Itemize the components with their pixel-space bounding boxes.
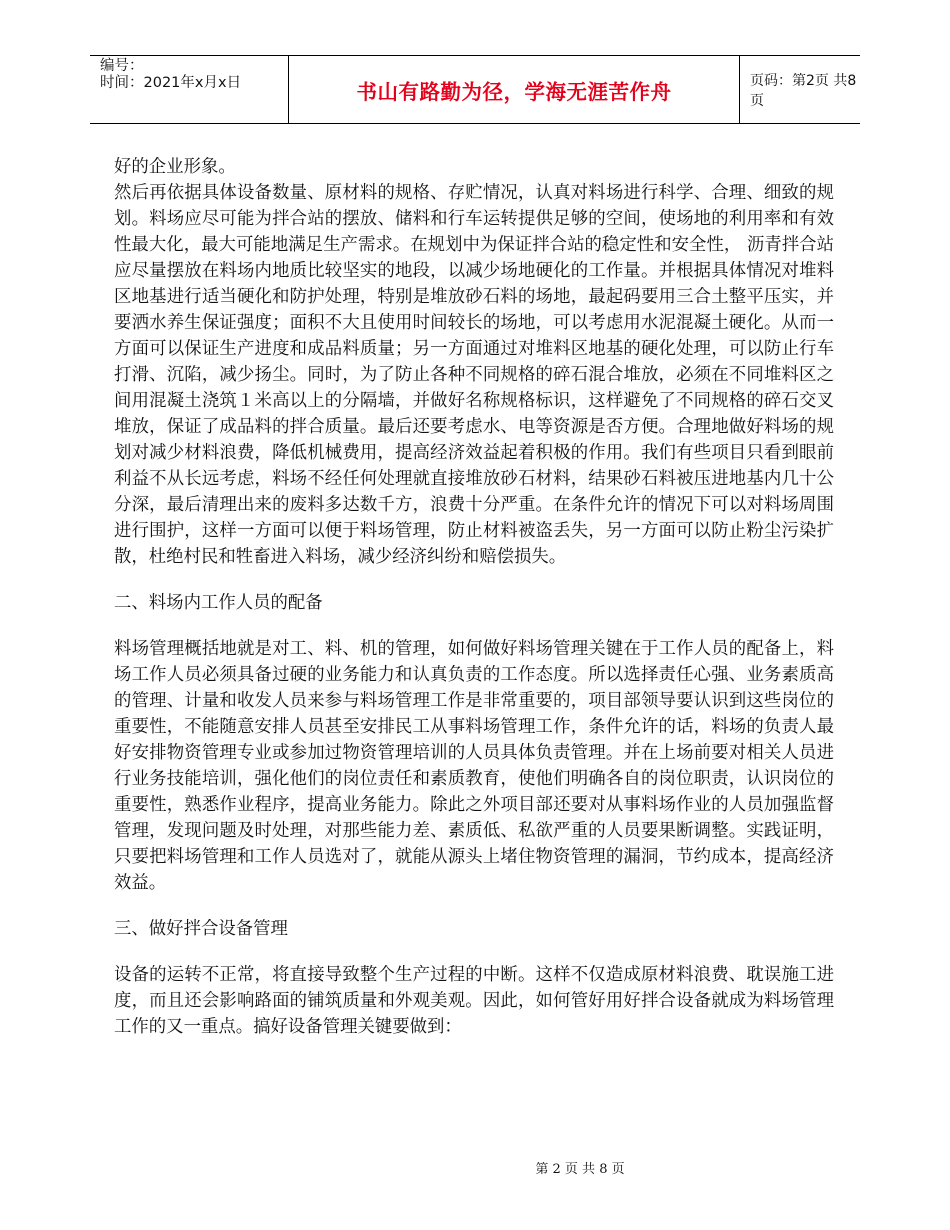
paragraph-equipment: 设备的运转不正常，将直接导致整个生产过程的中断。这样不仅造成原材料浪费、耽误施工进度，而且还会影响路面的铺筑质量和外观美观。因此，如何管好用好拌合设备就成为料场管理工作的又一重点。搞好设备管理关键要做到： (114, 965, 834, 1037)
header-page-cell (740, 56, 860, 123)
page-header (90, 55, 860, 124)
document-body (114, 154, 834, 1040)
footer-page-number: 第 2 页 共 8 页 (535, 1162, 625, 1177)
header-meta (90, 56, 288, 123)
section-heading-staffing: 二、料场内工作人员的配备 (114, 593, 323, 613)
document-number-label: 编号： (100, 58, 144, 74)
header-motto-cell (288, 56, 740, 123)
page-footer (0, 1158, 950, 1177)
paragraph-staffing: 料场管理概括地就是对工、料、机的管理，如何做好料场管理关键在于工作人员的配备上，料场工作人员必须具备过硬的业务能力和认真负责的工作态度。所以选择责任心强、业务素质高的管理、计量和收发人员来参与料场管理工作是非常重要的，项目部领导要认识到这些岗位的重要性，不能随意安排人员甚至安排民工从事料场管理工作，条件允许的话，料场的负责人最好安排物资管理专业或参加过物资管理培训的人员具体负责管理。并在上场前要对相关人员进行业务技能培训，强化他们的岗位责任和素质教育，使他们明确各自的岗位职责，认识岗位的重要性，熟悉作业程序，提高业务能力。除此之外项目部还要对从事料场作业的人员加强监督管理，发现问题及时处理，对那些能力差、素质低、私欲严重的人员要果断调整。实践证明，只要把料场管理和工作人员选对了，就能从源头上堵住物资管理的漏洞，节约成本，提高经济效益。 (114, 639, 834, 893)
document-time-label: 时间：2021年x月x日 (100, 75, 242, 91)
header-motto: 书山有路勤为径，学海无涯苦作舟 (356, 79, 672, 104)
header-page-number: 页码：第2页 共8页 (750, 72, 857, 109)
paragraph-site-planning: 然后再依据具体设备数量、原材料的规格、存贮情况，认真对料场进行科学、合理、细致的规划。料场应尽可能为拌合站的摆放、储料和行车运转提供足够的空间，使场地的利用率和有效性最大化，最大可能地满足生产需求。在规划中为保证拌合站的稳定性和安全性， 沥青拌合站应尽量摆放在料场内地质比较坚实的地段，以减少场地硬化的工作量。并根据具体情况对堆料区地基进行适当硬化和防护处理，特别是堆放砂石料的场地，最起码要用三合土整平压实，并要洒水养生保证强度；面积不大且使用时间较长的场地，可以考虑用水泥混凝土硬化。从而一方面可以保证生产进度和成品料质量；另一方面通过对堆料区地基的硬化处理，可以防止行车打滑、沉陷，减少扬尘。同时，为了防止各种不同规格的碎石混合堆放，必须在不同堆料区之间用混凝土浇筑１米高以上的分隔墙，并做好名称规格标识，这样避免了不同规格的碎石交叉堆放，保证了成品料的拌合质量。最后还要考虑水、电等资源是否方便。合理地做好料场的规划对减少材料浪费，降低机械费用，提高经济效益起着积极的作用。我们有些项目只看到眼前利益不从长远考虑，料场不经任何处理就直接堆放砂石材料，结果砂石料被压进地基内几十公分深，最后清理出来的废料多达数千方，浪费十分严重。在条件允许的情况下可以对料场周围进行围护，这样一方面可以便于料场管理，防止材料被盗丢失，另一方面可以防止粉尘污染扩散，杜绝村民和牲畜进入料场，减少经济纠纷和赔偿损失。 (114, 183, 834, 567)
paragraph-continuation: 好的企业形象。 (114, 157, 236, 177)
section-heading-equipment: 三、做好拌合设备管理 (114, 919, 288, 939)
